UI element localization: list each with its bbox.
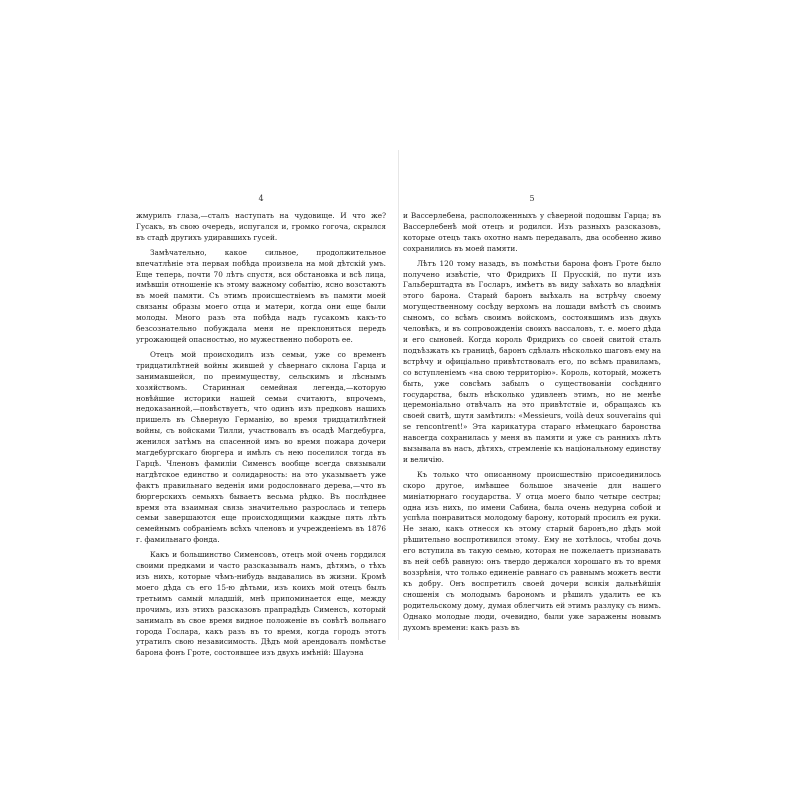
page-fold [398,150,399,640]
paragraph: Какъ и большинство Сименсовъ, отецъ мой очень гордился своими предками и часто разсказывалъ намъ, дѣтямъ, о тѣхъ изъ нихъ, которые чѣмъ-нибудь выдавались въ жизни. Кромѣ моего дѣда съ его 15-ю дѣтьми, изъ коихъ мой отецъ былъ третьимъ самый младшій, мнѣ припоминается еще, между прочимъ, изъ этихъ разсказовъ прапрадѣдъ Сименсъ, который занималъ въ свое время видное положеніе въ совѣтѣ вольнаго города Гослара, какъ разъ въ то время, когда городъ этотъ утратилъ свою независимость. Дѣдъ мой арендовалъ помѣстье барона фонъ Гроте, состоявшее изъ двухъ имѣній: Шауэна [136,550,386,658]
page-number-left: 4 [258,194,264,203]
paragraph: Къ только что описанному происшествію присоединилось скоро другое, имѣвшее большое значеніе для нашего миніатюрнаго государства. У отца моего было четыре сестры; одна изъ нихъ, по имени Сабина, была очень недурна собой и успѣла понравиться молодому барону, который просилъ ея руки. Не знаю, какъ отнесся къ этому старый баронъ,но дѣдъ мой рѣшительно воспротивился этому. Ему не хотѣлось, чтобы дочь его вступила въ такую семью, которая не пожелаетъ признавать въ ней себѣ равную: онъ твердо держался хорошаго въ то время воззрѣнія, что только единеніе равнаго съ равнымъ можетъ вести къ добру. Онъ воспретилъ своей дочери всякія дальнѣйшія сношенія съ молодымъ барономъ и рѣшилъ удалить ее къ родительскому дому, думая облегчить ей этимъ разлуку съ нимъ. Однако молодые люди, очевидно, были уже заражены новымъ духомъ времени: какъ разъ въ [403,469,661,632]
right-page [403,193,661,633]
paragraph: Отецъ мой происходилъ изъ семьи, уже со временъ тридцатилѣтней войны жившей у сѣвернаго склона Гарца и занимавшейся, по преимуществу, сельскимъ и лѣснымъ хозяйствомъ. Старинная семейная легенда,—которую новѣйшие историки нашей семьи считаютъ, впрочемъ, недоказанной,—повѣствуетъ, что одинъ изъ предковъ нашихъ пришелъ въ Сѣверную Германію, во время тридцатилѣтней войны, съ войсками Тилли, участвовалъ въ осадѣ Магдебурга, женился затѣмъ на спасенной имъ во время пожара дочери магдебургскаго бюргера и имѣлъ съ нею поселился тогда въ Гарцѣ. Членовъ фамиліи Сименсъ вообще всегда связывали нагдѣтское единство и солидарность: на это указываетъ уже фактъ правильнаго веденія ими родословнаго дерева,—что въ бюргерскихъ семьяхъ бываетъ весьма рѣдко. Въ послѣднее время эта взаимная связь значительно разрослаcь и теперь семьи завершаются еще происходящими каждые пять лѣтъ семейнымъ собраніемъ всѣхъ членовъ и учрежденіемъ въ 1876 г. фамильнаго фонда. [136,349,386,545]
paragraph: Замѣчательно, какое сильное, продолжительное впечатлѣніе эта первая побѣда произвела на мой дѣтскій умъ. Еще теперь, почти 70 лѣтъ спустя, вся обстановка и всѣ лица, имѣвшія отношеніе къ этому важному событію, ясно возстаютъ въ моей памяти. Съ этимъ происшествіемъ въ памяти моей связаны образы моего отца и матери, когда они еще были молоды. Много разъ эта побѣда надъ гусакомъ какъ-то безсознательно побуждала меня не преклоняться передъ угрожающей опасностью, но мужественно побороть ее. [136,247,386,344]
page-number-right: 5 [529,194,535,203]
paragraph: и Вассерлебена, расположенныхъ у сѣверной подошвы Гарца; въ Вассерлебенѣ мой отецъ и родился. Изъ разныхъ разсказовъ, которые отецъ такъ охотно намъ передавалъ, два особенно живо сохранились въ моей памяти. [403,211,661,253]
paragraph: Лѣтъ 120 тому назадъ, въ помѣстьи барона фонъ Гроте было получено извѣстіе, что Фридрихъ II Прусскій, по пути изъ Гальберштадта въ Госларъ, имѣетъ въ виду заѣхать во владѣнія этого барона. Старый баронъ выѣхалъ на встрѣчу своему могущественному сосѣду верхомъ на лошади вмѣстѣ съ своимъ сыномъ, со всѣмъ своимъ войскомъ, состоявшимъ изъ двухъ человѣкъ, и въ сопровожденіи своихъ вассаловъ, т. е. моего дѣда и его сыновей. Когда король Фридрихъ со своей свитой сталъ подъѣзжать къ границѣ, баронъ сдѣлалъ нѣсколько шаговъ ему на встрѣчу и офиціально привѣтствовалъ его, по всѣмъ правиламъ, со вступленіемъ «на свою территорію». Король, который, можетъ быть, уже совсѣмъ забылъ о существованіи сосѣдняго государства, былъ нѣсколько удивленъ этимъ, но не менѣе церемоніально отвѣчалъ на это привѣтствіе и, обращаясь къ своей свитѣ, шутя замѣтилъ: «Messieurs, voilà deux souverains qui se rencontrent!» Эта карикатура стараго нѣмецкаго баронства навсегда сохранилась у меня въ памяти и уже съ раннихъ лѣтъ вызывала въ насъ, дѣтяхъ, стремленіе къ національному единству и величію. [403,258,661,464]
paragraph: жмурилъ глаза,—сталъ наступать на чудовище. И что же? Гусакъ, въ свою очередь, испугался и, громко гогоча, скрылся въ стадѣ другихъ удиравшихъ гусей. [136,211,386,242]
left-page [136,193,386,659]
